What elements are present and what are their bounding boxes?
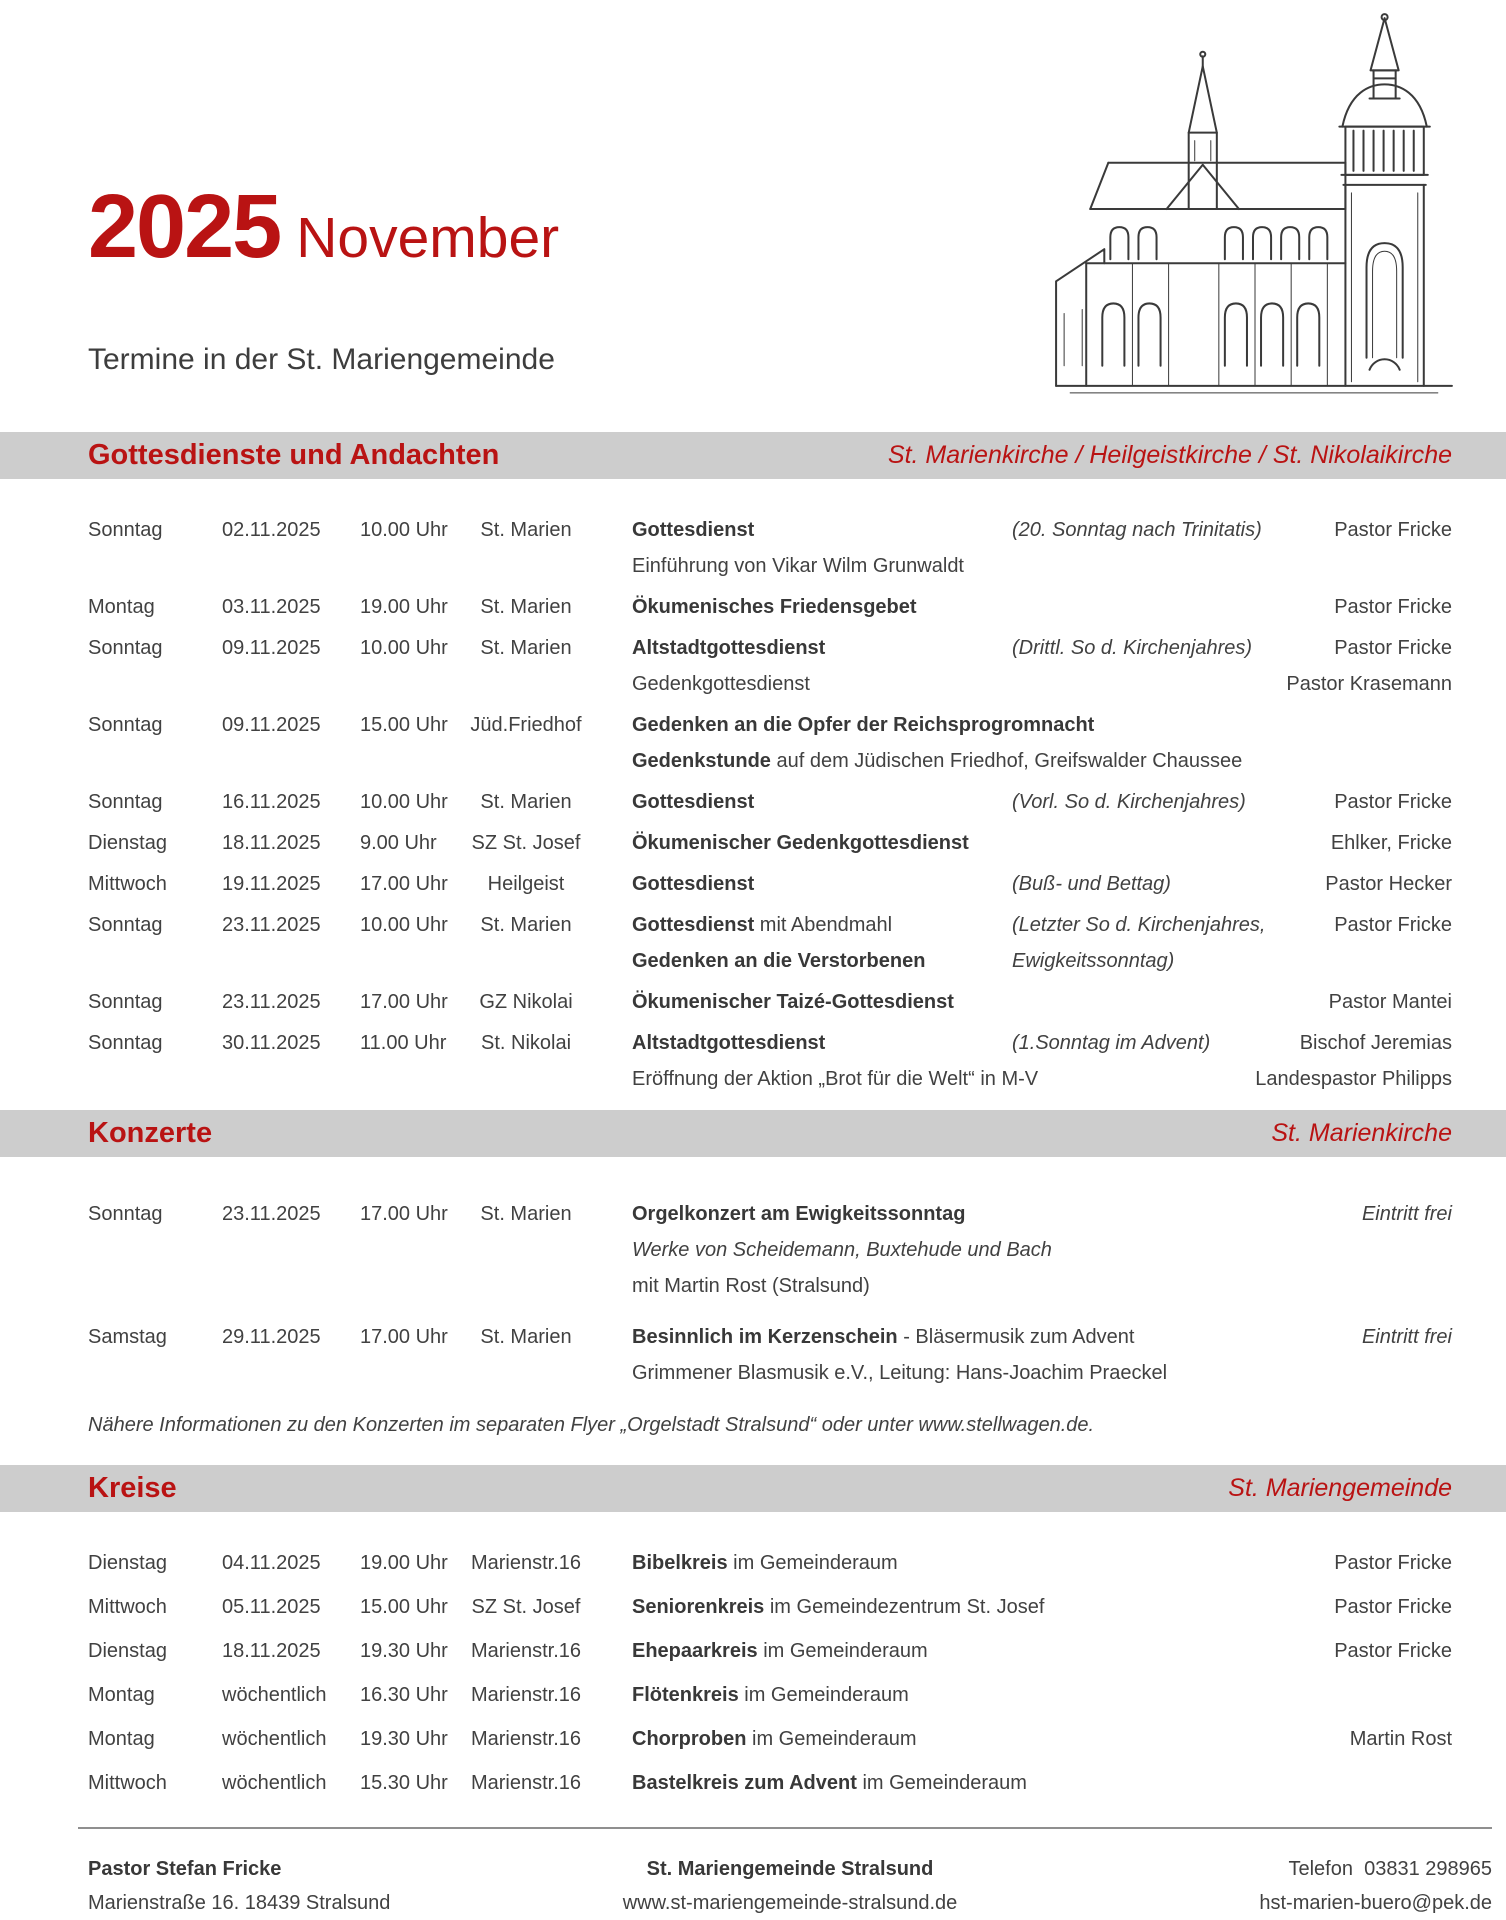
col-loc: SZ St. Josef — [471, 832, 581, 854]
col-loc: St. Marien — [480, 1203, 572, 1225]
event-text-rest: im Gemeinderaum — [738, 1684, 909, 1706]
col-time: 17.00 Uhr — [360, 873, 448, 895]
person-text: Pastor Hecker — [1325, 873, 1452, 895]
note-text: (20. Sonntag nach Trinitatis) — [1012, 519, 1262, 541]
note-text: (Buß- und Bettag) — [1012, 873, 1171, 895]
col-time: 11.00 Uhr — [360, 1032, 447, 1054]
event-line — [0, 1677, 1506, 1713]
event-title-bold: Gedenkstunde — [632, 750, 771, 772]
event-row — [0, 1025, 1506, 1097]
col-time: 15.00 Uhr — [360, 1596, 448, 1618]
col-day: Sonntag — [88, 714, 163, 736]
col-date: 04.11.2025 — [222, 1552, 321, 1574]
person-text: Pastor Krasemann — [1286, 673, 1452, 695]
col-loc: Heilgeist — [487, 873, 565, 895]
event-line — [0, 1061, 1506, 1097]
event-text — [632, 1545, 898, 1581]
event-line — [0, 589, 1506, 625]
person-text: Bischof Jeremias — [1299, 1032, 1452, 1054]
event-text — [632, 1589, 1044, 1625]
person-text: Pastor Fricke — [1334, 1596, 1452, 1618]
col-loc: Jüd.Friedhof — [470, 714, 582, 736]
col-loc: St. Nikolai — [480, 1032, 572, 1054]
note-text: Ewigkeitssonntag) — [1012, 950, 1175, 972]
col-time: 10.00 Uhr — [360, 914, 448, 936]
col-day: Dienstag — [88, 1640, 167, 1662]
event-title-bold: Gottesdienst — [632, 791, 755, 813]
col-loc: St. Marien — [480, 791, 572, 813]
event-text — [632, 943, 925, 979]
event-text — [632, 548, 964, 584]
col-loc: Marienstr.16 — [470, 1684, 582, 1706]
event-row — [0, 1677, 1506, 1713]
col-time: 10.00 Uhr — [360, 519, 448, 541]
section-bar-gottesdienste — [0, 432, 1506, 479]
col-time: 19.30 Uhr — [360, 1728, 448, 1750]
event-line — [0, 907, 1506, 943]
event-text-rest: im Gemeinderaum — [856, 1772, 1027, 1794]
col-day: Sonntag — [88, 519, 163, 541]
event-line — [0, 1355, 1506, 1391]
event-row — [0, 1765, 1506, 1801]
event-row — [0, 1589, 1506, 1625]
event-title-bold: Gedenken an die Verstorbenen — [632, 950, 926, 972]
event-text — [632, 630, 825, 666]
event-text-rest: Grimmener Blasmusik e.V., Leitung: Hans-Joachim Praeckel — [632, 1362, 1168, 1384]
title-row — [88, 177, 560, 281]
event-row — [0, 1633, 1506, 1669]
event-text — [632, 1268, 870, 1304]
pastor-name: Pastor Stefan Fricke — [88, 1858, 282, 1880]
contact-email: hst-marien-buero@pek.de — [1259, 1892, 1492, 1914]
event-line — [0, 548, 1506, 584]
event-line — [0, 1633, 1506, 1669]
event-line — [0, 1232, 1506, 1268]
col-date: 18.11.2025 — [222, 832, 321, 854]
col-date: 18.11.2025 — [222, 1640, 321, 1662]
col-date: 19.11.2025 — [222, 873, 321, 895]
event-text — [632, 1319, 1134, 1355]
event-text — [632, 866, 754, 902]
event-row — [0, 1545, 1506, 1581]
event-row — [0, 825, 1506, 861]
person-text: Pastor Fricke — [1334, 637, 1452, 659]
col-time: 17.00 Uhr — [360, 991, 448, 1013]
col-loc: St. Marien — [480, 637, 572, 659]
event-text — [632, 1765, 1027, 1801]
person-text: Pastor Mantei — [1328, 991, 1452, 1013]
event-text — [632, 1633, 928, 1669]
event-text-rest: Eröffnung der Aktion „Brot für die Welt“ in M-V — [632, 1068, 1039, 1090]
event-title-bold: Seniorenkreis — [632, 1596, 765, 1618]
event-text-rest: Einführung von Vikar Wilm Grunwaldt — [632, 555, 964, 577]
event-text-rest: im Gemeinderaum — [746, 1728, 917, 1750]
col-loc: St. Marien — [480, 519, 572, 541]
title-month: November — [296, 206, 560, 270]
event-line — [0, 1589, 1506, 1625]
contact-phone: Telefon 03831 298965 — [1288, 1858, 1492, 1880]
event-line — [0, 707, 1506, 743]
parish-website: www.st-mariengemeinde-stralsund.de — [622, 1892, 958, 1914]
event-title-bold: Ökumenisches Friedensgebet — [632, 596, 917, 618]
event-line — [0, 866, 1506, 902]
col-time: 10.00 Uhr — [360, 791, 448, 813]
col-date: 30.11.2025 — [222, 1032, 321, 1054]
title-year: 2025 — [88, 177, 281, 277]
event-line — [0, 784, 1506, 820]
event-row — [0, 907, 1506, 979]
col-time: 16.30 Uhr — [360, 1684, 448, 1706]
event-line — [0, 1268, 1506, 1304]
event-text-rest: mit Abendmahl — [754, 914, 893, 936]
event-text-rest: mit Martin Rost (Stralsund) — [632, 1275, 870, 1297]
event-text-rest: im Gemeinderaum — [727, 1552, 898, 1574]
col-time: 17.00 Uhr — [360, 1203, 448, 1225]
col-day: Sonntag — [88, 1203, 163, 1225]
event-text-italic: Werke von Scheidemann, Buxtehude und Bach — [632, 1239, 1052, 1261]
section-title: Kreise — [88, 1472, 177, 1504]
event-line — [0, 1196, 1506, 1232]
col-day: Montag — [88, 1728, 155, 1750]
section-title: Konzerte — [88, 1117, 213, 1149]
event-title-bold: Bibelkreis — [632, 1552, 728, 1574]
event-text — [632, 589, 917, 625]
col-date: 16.11.2025 — [222, 791, 321, 813]
event-row — [0, 512, 1506, 584]
col-time: 10.00 Uhr — [360, 637, 448, 659]
event-title-bold: Ökumenischer Taizé-Gottesdienst — [632, 991, 954, 1013]
event-row — [0, 1721, 1506, 1757]
person-text: Eintritt frei — [1361, 1203, 1452, 1225]
note-text: (Drittl. So d. Kirchenjahres) — [1012, 637, 1253, 659]
col-time: 19.30 Uhr — [360, 1640, 448, 1662]
event-row — [0, 784, 1506, 820]
event-text — [632, 1196, 965, 1232]
col-date: 09.11.2025 — [222, 714, 321, 736]
event-line — [0, 1545, 1506, 1581]
person-text: Eintritt frei — [1361, 1326, 1452, 1348]
col-loc: St. Marien — [480, 914, 572, 936]
event-title-bold: Gottesdienst — [632, 873, 755, 895]
col-date: 23.11.2025 — [222, 914, 321, 936]
footer-parish — [556, 1852, 1024, 1920]
person-text: Pastor Fricke — [1334, 1640, 1452, 1662]
person-text: Ehlker, Fricke — [1330, 832, 1452, 854]
event-title-bold: Ökumenischer Gedenkgottesdienst — [632, 832, 969, 854]
event-text — [632, 707, 1094, 743]
footer-pastor — [78, 1852, 556, 1920]
event-text-rest: im Gemeindezentrum St. Josef — [764, 1596, 1045, 1618]
event-line — [0, 630, 1506, 666]
col-loc: St. Marien — [480, 1326, 572, 1348]
event-title-bold: Chorproben — [632, 1728, 747, 1750]
section-title: Gottesdienste und Andachten — [88, 439, 500, 471]
col-day: Montag — [88, 596, 155, 618]
col-day: Sonntag — [88, 791, 163, 813]
church-illustration — [1038, 12, 1470, 404]
col-date: 29.11.2025 — [222, 1326, 321, 1348]
col-day: Mittwoch — [88, 1596, 167, 1618]
col-day: Sonntag — [88, 1032, 163, 1054]
person-text: Landespastor Philipps — [1255, 1068, 1452, 1090]
footer — [78, 1852, 1492, 1920]
col-loc: Marienstr.16 — [470, 1552, 582, 1574]
col-day: Dienstag — [88, 1552, 167, 1574]
parish-name: St. Mariengemeinde Stralsund — [646, 1858, 934, 1880]
section-events-gottesdienste — [0, 512, 1506, 1102]
section-events-kreise — [0, 1545, 1506, 1809]
event-row — [0, 984, 1506, 1020]
event-text — [632, 1025, 825, 1061]
event-text-rest: - Bläsermusik zum Advent — [897, 1326, 1135, 1348]
col-time: 19.00 Uhr — [360, 1552, 448, 1574]
event-text — [632, 1677, 909, 1713]
section-location: St. Marienkirche — [1271, 1119, 1452, 1147]
col-date: wöchentlich — [222, 1772, 327, 1794]
col-date: 09.11.2025 — [222, 637, 321, 659]
col-loc: St. Marien — [480, 596, 572, 618]
person-text: Pastor Fricke — [1334, 596, 1452, 618]
event-text — [632, 784, 754, 820]
person-text: Martin Rost — [1349, 1728, 1452, 1750]
person-text: Pastor Fricke — [1334, 519, 1452, 541]
section-events-konzerte — [0, 1196, 1506, 1406]
note-text: (Vorl. So d. Kirchenjahres) — [1012, 791, 1246, 813]
event-text — [632, 666, 810, 702]
event-line — [0, 825, 1506, 861]
event-line — [0, 512, 1506, 548]
page-subtitle: Termine in der St. Mariengemeinde — [88, 343, 555, 376]
note-text: (1.Sonntag im Advent) — [1012, 1032, 1211, 1054]
event-line — [0, 943, 1506, 979]
col-day: Sonntag — [88, 991, 163, 1013]
event-line — [0, 666, 1506, 702]
event-line — [0, 984, 1506, 1020]
col-day: Mittwoch — [88, 873, 167, 895]
note-text: (Letzter So d. Kirchenjahres, — [1012, 914, 1266, 936]
event-text — [632, 1232, 1052, 1268]
col-day: Sonntag — [88, 914, 163, 936]
event-text — [632, 1355, 1167, 1391]
event-text-rest: im Gemeinderaum — [757, 1640, 928, 1662]
event-title-bold: Gottesdienst — [632, 519, 755, 541]
col-date: wöchentlich — [222, 1728, 327, 1750]
col-date: wöchentlich — [222, 1684, 327, 1706]
col-time: 17.00 Uhr — [360, 1326, 448, 1348]
col-day: Samstag — [88, 1326, 167, 1348]
col-loc: SZ St. Josef — [471, 1596, 581, 1618]
event-text — [632, 512, 754, 548]
section-bar-konzerte — [0, 1110, 1506, 1157]
event-line — [0, 1765, 1506, 1801]
section-location: St. Marienkirche / Heilgeistkirche / St. Nikolaikirche — [887, 441, 1452, 469]
event-text — [632, 907, 892, 943]
event-line — [0, 1721, 1506, 1757]
event-line — [0, 743, 1506, 779]
section-bar-kreise — [0, 1465, 1506, 1512]
event-title-bold: Altstadtgottesdienst — [632, 637, 826, 659]
event-line — [0, 1319, 1506, 1355]
event-title-bold: Orgelkonzert am Ewigkeitssonntag — [632, 1203, 966, 1225]
col-date: 05.11.2025 — [222, 1596, 321, 1618]
event-text — [632, 1061, 1038, 1097]
event-text-rest: auf dem Jüdischen Friedhof, Greifswalder Chaussee — [770, 750, 1243, 772]
event-row — [0, 1319, 1506, 1391]
col-time: 9.00 Uhr — [360, 832, 437, 854]
col-day: Montag — [88, 1684, 155, 1706]
col-time: 15.00 Uhr — [360, 714, 448, 736]
person-text: Pastor Fricke — [1334, 914, 1452, 936]
person-text: Pastor Fricke — [1334, 791, 1452, 813]
col-date: 02.11.2025 — [222, 519, 321, 541]
event-title-bold: Flötenkreis — [632, 1684, 739, 1706]
event-text-rest: Gedenkgottesdienst — [632, 673, 810, 695]
col-day: Sonntag — [88, 637, 163, 659]
event-row — [0, 1196, 1506, 1304]
col-day: Dienstag — [88, 832, 167, 854]
col-loc: Marienstr.16 — [470, 1640, 582, 1662]
col-loc: GZ Nikolai — [479, 991, 573, 1013]
col-time: 15.30 Uhr — [360, 1772, 448, 1794]
col-date: 23.11.2025 — [222, 991, 321, 1013]
concerts-footnote: Nähere Informationen zu den Konzerten im separaten Flyer „Orgelstadt Stralsund“ oder unter www.stellwagen.de. — [88, 1414, 1095, 1436]
event-line — [0, 1025, 1506, 1061]
col-loc: Marienstr.16 — [470, 1772, 582, 1794]
event-row — [0, 630, 1506, 702]
col-day: Mittwoch — [88, 1772, 167, 1794]
event-title-bold: Ehepaarkreis — [632, 1640, 758, 1662]
col-date: 23.11.2025 — [222, 1203, 321, 1225]
col-time: 19.00 Uhr — [360, 596, 448, 618]
event-text — [632, 984, 954, 1020]
event-text — [632, 1721, 917, 1757]
footer-divider — [78, 1827, 1492, 1829]
event-row — [0, 707, 1506, 779]
event-title-bold: Gottesdienst — [632, 914, 755, 936]
event-title-bold: Gedenken an die Opfer der Reichsprogromnacht — [632, 714, 1095, 736]
pastor-address: Marienstraße 16. 18439 Stralsund — [88, 1892, 391, 1914]
footer-contact — [1024, 1852, 1492, 1920]
masthead — [88, 177, 560, 377]
event-title-bold: Bastelkreis zum Advent — [632, 1772, 857, 1794]
event-title-bold: Altstadtgottesdienst — [632, 1032, 826, 1054]
event-title-bold: Besinnlich im Kerzenschein — [632, 1326, 898, 1348]
person-text: Pastor Fricke — [1334, 1552, 1452, 1574]
col-loc: Marienstr.16 — [470, 1728, 582, 1750]
col-date: 03.11.2025 — [222, 596, 321, 618]
event-text — [632, 825, 969, 861]
event-text — [632, 743, 1242, 779]
section-location: St. Mariengemeinde — [1228, 1474, 1452, 1502]
event-row — [0, 589, 1506, 625]
event-row — [0, 866, 1506, 902]
